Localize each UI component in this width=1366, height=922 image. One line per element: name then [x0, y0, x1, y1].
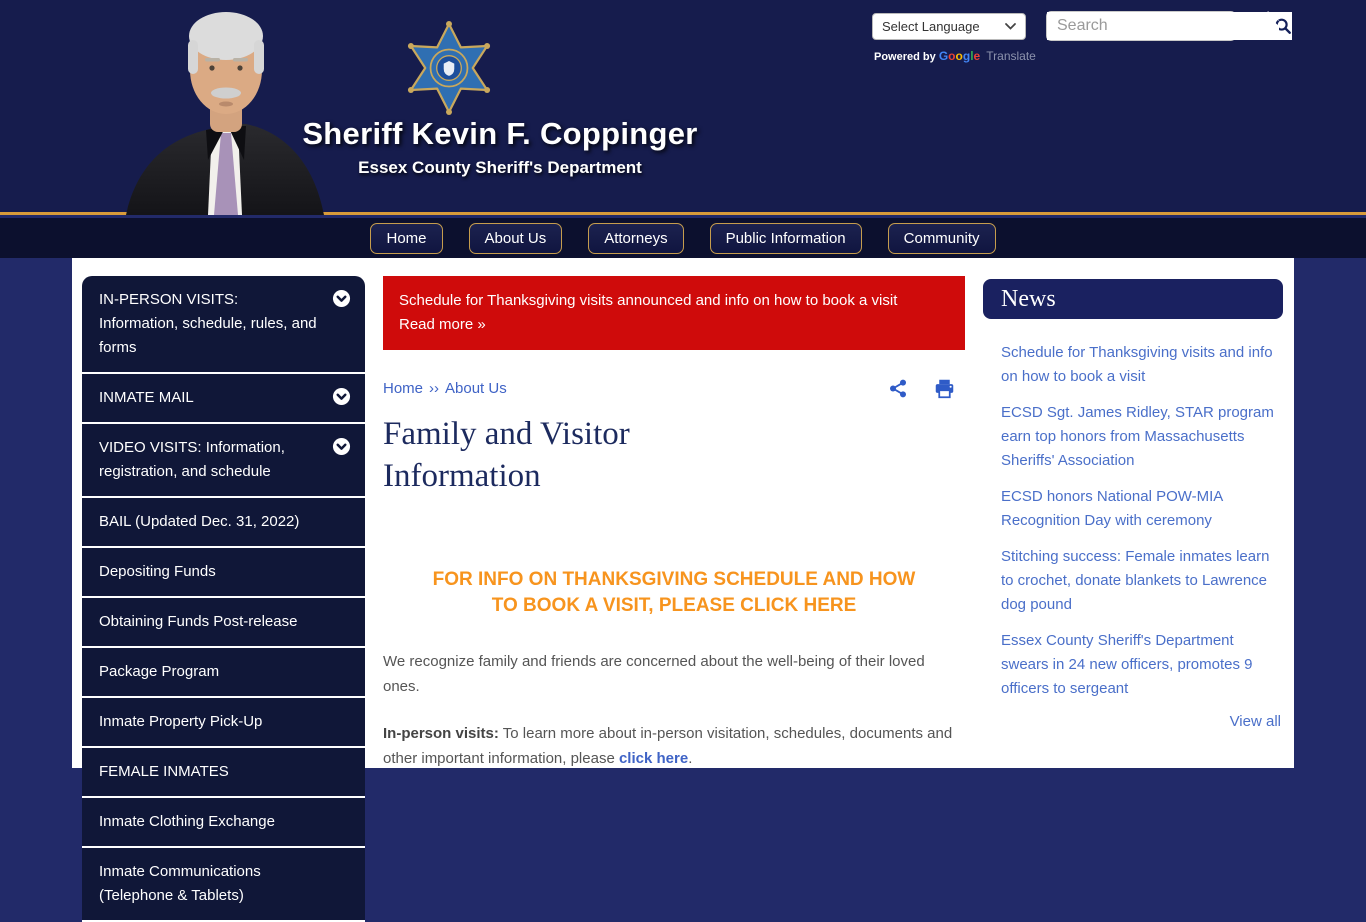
chevron-down-icon[interactable]	[332, 437, 351, 456]
sidebar-item-inmate-communications[interactable]: Inmate Communications (Telephone & Tablets)	[82, 848, 365, 922]
breadcrumb-row	[383, 378, 965, 399]
sidebar-item-video-visits[interactable]: VIDEO VISITS: Information, registration, and schedule	[82, 424, 365, 498]
search-input[interactable]	[1047, 12, 1274, 40]
news-item[interactable]: Stitching success: Female inmates learn to crochet, donate blankets to Lawrence dog pound	[1001, 548, 1270, 613]
page-title: Family and Visitor Information	[383, 416, 630, 494]
read-more-link[interactable]: Read more »	[399, 316, 486, 333]
sidebar-item-property-pickup[interactable]: Inmate Property Pick-Up	[82, 698, 365, 748]
news-list	[983, 341, 1283, 730]
nav-button-community[interactable]: Community	[888, 223, 996, 254]
breadcrumb-home-link[interactable]: Home	[383, 380, 424, 397]
sidebar-item-inmate-mail[interactable]: INMATE MAIL	[82, 374, 365, 424]
nav-button-about-us[interactable]: About Us	[469, 223, 563, 254]
site-header	[0, 0, 1366, 215]
language-select[interactable]	[872, 13, 1026, 40]
breadcrumb-separator: ››	[429, 380, 440, 397]
alert-banner[interactable]	[383, 276, 965, 350]
site-subtitle: Essex County Sheriff's Department	[358, 158, 642, 177]
news-item[interactable]: ECSD Sgt. James Ridley, STAR program earn top honors from Massachusetts Sheriffs' Association	[1001, 404, 1274, 469]
alert-text: Schedule for Thanksgiving visits announced and info on how to book a visit	[399, 292, 898, 309]
sheriff-photo	[88, 0, 346, 215]
sidebar-item-package-program[interactable]: Package Program	[82, 648, 365, 698]
news-title: News	[983, 279, 1283, 319]
language-select-value: Select Language	[882, 19, 980, 34]
thanksgiving-cta-link[interactable]: FOR INFO ON THANKSGIVING SCHEDULE AND HOW TO BOOK A VISIT, PLEASE CLICK HERE	[432, 569, 916, 616]
home-icon[interactable]	[1251, 10, 1285, 42]
intro-paragraph: We recognize family and friends are concerned about the well-being of their loved ones.	[383, 653, 925, 695]
sidebar-menu	[82, 276, 365, 922]
page-actions	[888, 378, 955, 399]
nav-button-public-information[interactable]: Public Information	[710, 223, 862, 254]
chevron-down-icon[interactable]	[332, 289, 351, 308]
share-icon[interactable]	[888, 378, 908, 399]
site-title: Sheriff Kevin F. Coppinger	[302, 116, 698, 151]
sheriff-star-icon	[405, 12, 493, 124]
click-here-link[interactable]: click here	[618, 750, 689, 767]
main-nav	[0, 218, 1366, 258]
in-person-visits-paragraph: In-person visits: To learn more about in-person visitation, schedules, documents and other important information, please click here.	[383, 725, 953, 767]
sidebar-item-bail[interactable]: BAIL (Updated Dec. 31, 2022)	[82, 498, 365, 548]
content-wrapper	[72, 258, 1294, 904]
print-icon[interactable]	[934, 378, 955, 399]
main-column	[383, 276, 965, 793]
search-group	[1046, 11, 1236, 41]
chevron-down-icon[interactable]	[332, 387, 351, 406]
breadcrumb-current-link[interactable]: About Us	[445, 380, 507, 397]
breadcrumb	[383, 380, 507, 397]
nav-button-home[interactable]: Home	[370, 223, 442, 254]
sidebar-item-female-inmates[interactable]: FEMALE INMATES	[82, 748, 365, 798]
news-item[interactable]: Schedule for Thanksgiving visits and info on how to book a visit	[1001, 344, 1273, 385]
news-panel	[983, 279, 1283, 730]
chevron-down-icon	[1005, 23, 1016, 30]
nav-button-attorneys[interactable]: Attorneys	[588, 223, 683, 254]
sidebar-item-depositing-funds[interactable]: Depositing Funds	[82, 548, 365, 598]
powered-by-google-translate: Powered by Google Translate	[874, 49, 1036, 63]
sidebar-item-obtaining-funds[interactable]: Obtaining Funds Post-release	[82, 598, 365, 648]
news-item[interactable]: Essex County Sheriff's Department swears in 24 new officers, promotes 9 officers to sergeant	[1001, 632, 1253, 697]
paragraph-bold-lead: In-person visits:	[383, 725, 499, 742]
sidebar-item-in-person-visits[interactable]: IN-PERSON VISITS: Information, schedule, rules, and forms	[82, 276, 365, 374]
news-item[interactable]: ECSD honors National POW-MIA Recognition Day with ceremony	[1001, 488, 1223, 529]
view-all-link[interactable]: View all	[1229, 713, 1281, 730]
sidebar-item-clothing-exchange[interactable]: Inmate Clothing Exchange	[82, 798, 365, 848]
